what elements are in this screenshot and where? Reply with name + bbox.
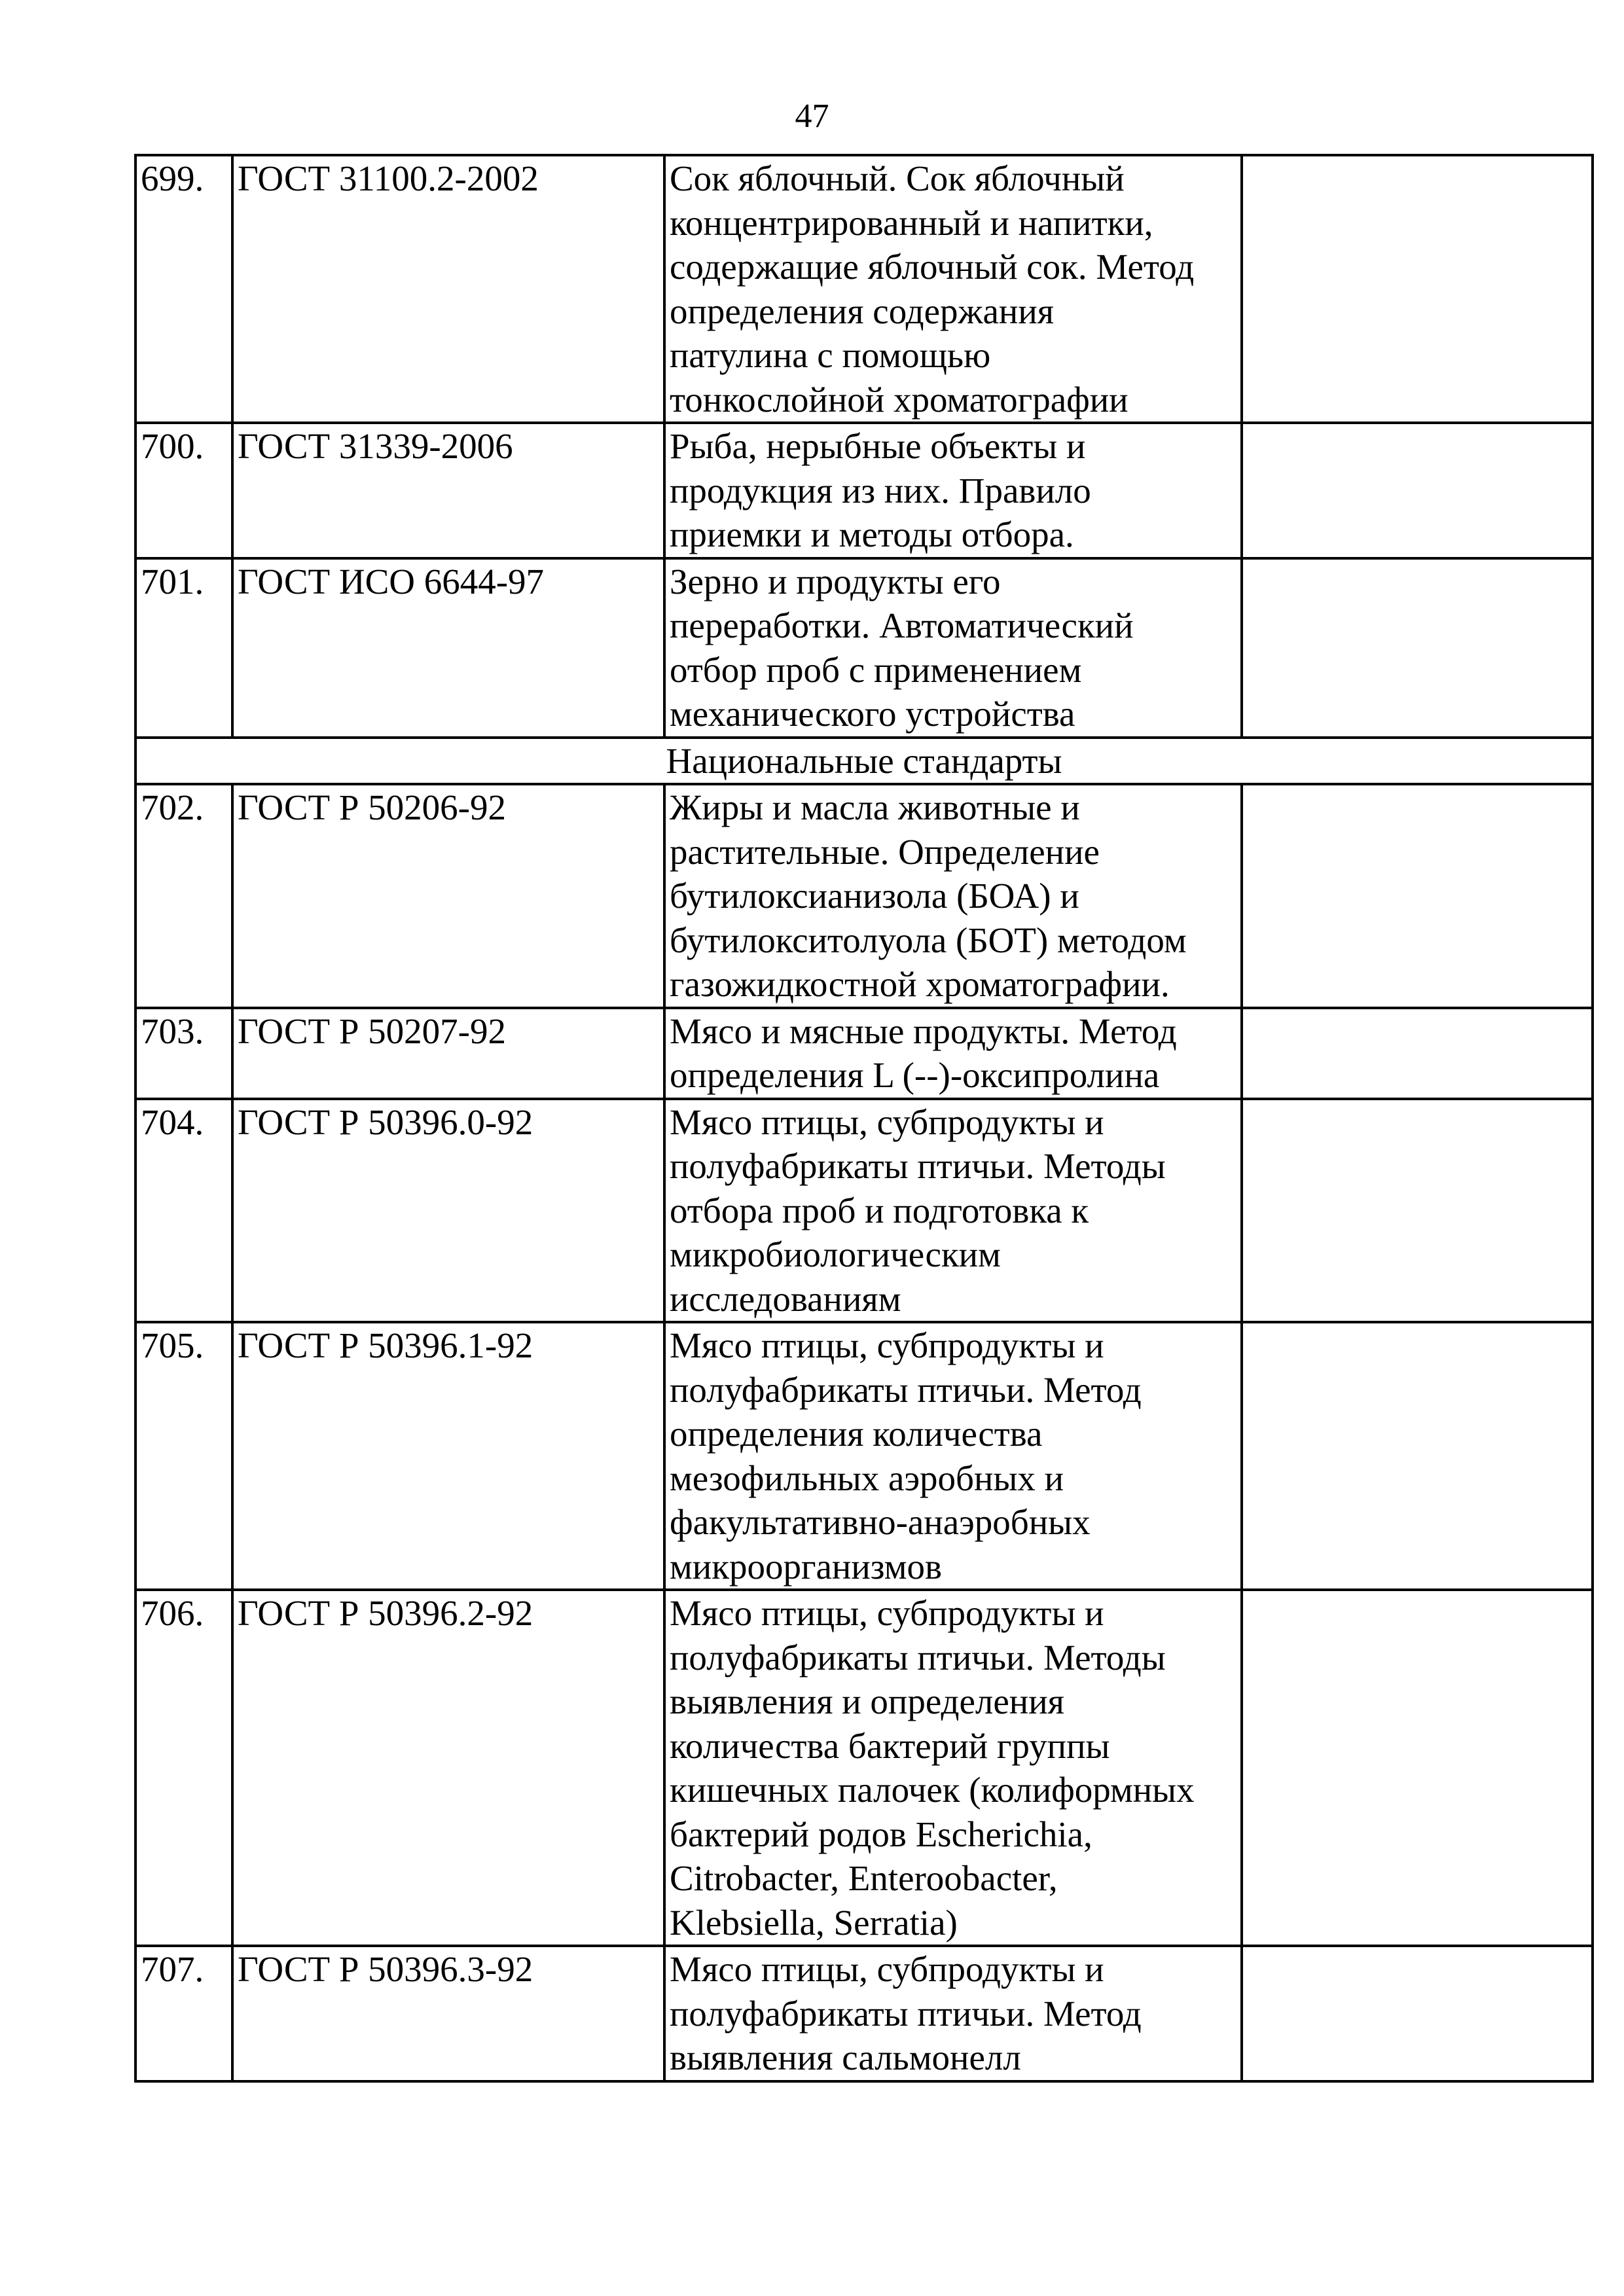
standard-title: Сок яблочный. Сок яблочный концентрированный и напитки, содержащие яблочный сок. Метод определения содержания патулина с помощью тонкослойной хроматографии (664, 155, 1242, 423)
table-row (135, 1322, 1593, 1590)
standard-code: ГОСТ Р 50396.0-92 (232, 1099, 664, 1323)
row-number: 701. (135, 558, 232, 738)
notes-cell (1242, 784, 1593, 1008)
table-row (135, 1008, 1593, 1099)
row-number: 704. (135, 1099, 232, 1323)
notes-cell (1242, 1008, 1593, 1099)
standard-code: ГОСТ Р 50207-92 (232, 1008, 664, 1099)
notes-cell (1242, 1099, 1593, 1323)
row-number: 703. (135, 1008, 232, 1099)
table-row (135, 1590, 1593, 1946)
standard-code: ГОСТ 31100.2-2002 (232, 155, 664, 423)
table-row (135, 784, 1593, 1008)
table-row (135, 423, 1593, 558)
standard-title: Мясо птицы, субпродукты и полуфабрикаты птичьи. Методы отбора проб и подготовка к микробиологическим исследованиям (664, 1099, 1242, 1323)
table-row (135, 1099, 1593, 1323)
standard-code: ГОСТ Р 50396.3-92 (232, 1946, 664, 2081)
standard-title: Мясо птицы, субпродукты и полуфабрикаты птичьи. Методы выявления и определения количества бактерий группы кишечных палочек (колиформных бактерий родов Escherichia, Citrobacter, Enteroobacter, Klebsiella, Serratia) (664, 1590, 1242, 1946)
table-row (135, 558, 1593, 738)
standard-title: Мясо и мясные продукты. Метод определения L (--)-оксипролина (664, 1008, 1242, 1099)
notes-cell (1242, 423, 1593, 558)
standard-code: ГОСТ Р 50396.2-92 (232, 1590, 664, 1946)
standard-title: Зерно и продукты его переработки. Автоматический отбор проб с применением механического устройства (664, 558, 1242, 738)
standard-title: Рыба, нерыбные объекты и продукция из них. Правило приемки и методы отбора. (664, 423, 1242, 558)
standards-table (134, 154, 1594, 2083)
notes-cell (1242, 1946, 1593, 2081)
row-number: 707. (135, 1946, 232, 2081)
standard-code: ГОСТ ИСО 6644-97 (232, 558, 664, 738)
row-number: 699. (135, 155, 232, 423)
standard-code: ГОСТ 31339-2006 (232, 423, 664, 558)
section-header: Национальные стандарты (135, 738, 1593, 785)
notes-cell (1242, 155, 1593, 423)
notes-cell (1242, 1590, 1593, 1946)
standard-code: ГОСТ Р 50396.1-92 (232, 1322, 664, 1590)
page-number: 47 (795, 98, 829, 135)
row-number: 705. (135, 1322, 232, 1590)
section-header-row (135, 738, 1593, 785)
standard-title: Мясо птицы, субпродукты и полуфабрикаты птичьи. Метод выявления сальмонелл (664, 1946, 1242, 2081)
table-row (135, 1946, 1593, 2081)
standard-title: Мясо птицы, субпродукты и полуфабрикаты птичьи. Метод определения количества мезофильных аэробных и факультативно-анаэробных микроорганизмов (664, 1322, 1242, 1590)
standard-code: ГОСТ Р 50206-92 (232, 784, 664, 1008)
standard-title: Жиры и масла животные и растительные. Определение бутилоксианизола (БОА) и бутилокситолуола (БОТ) методом газожидкостной хроматографии. (664, 784, 1242, 1008)
row-number: 700. (135, 423, 232, 558)
notes-cell (1242, 558, 1593, 738)
notes-cell (1242, 1322, 1593, 1590)
table-row (135, 155, 1593, 423)
row-number: 706. (135, 1590, 232, 1946)
row-number: 702. (135, 784, 232, 1008)
